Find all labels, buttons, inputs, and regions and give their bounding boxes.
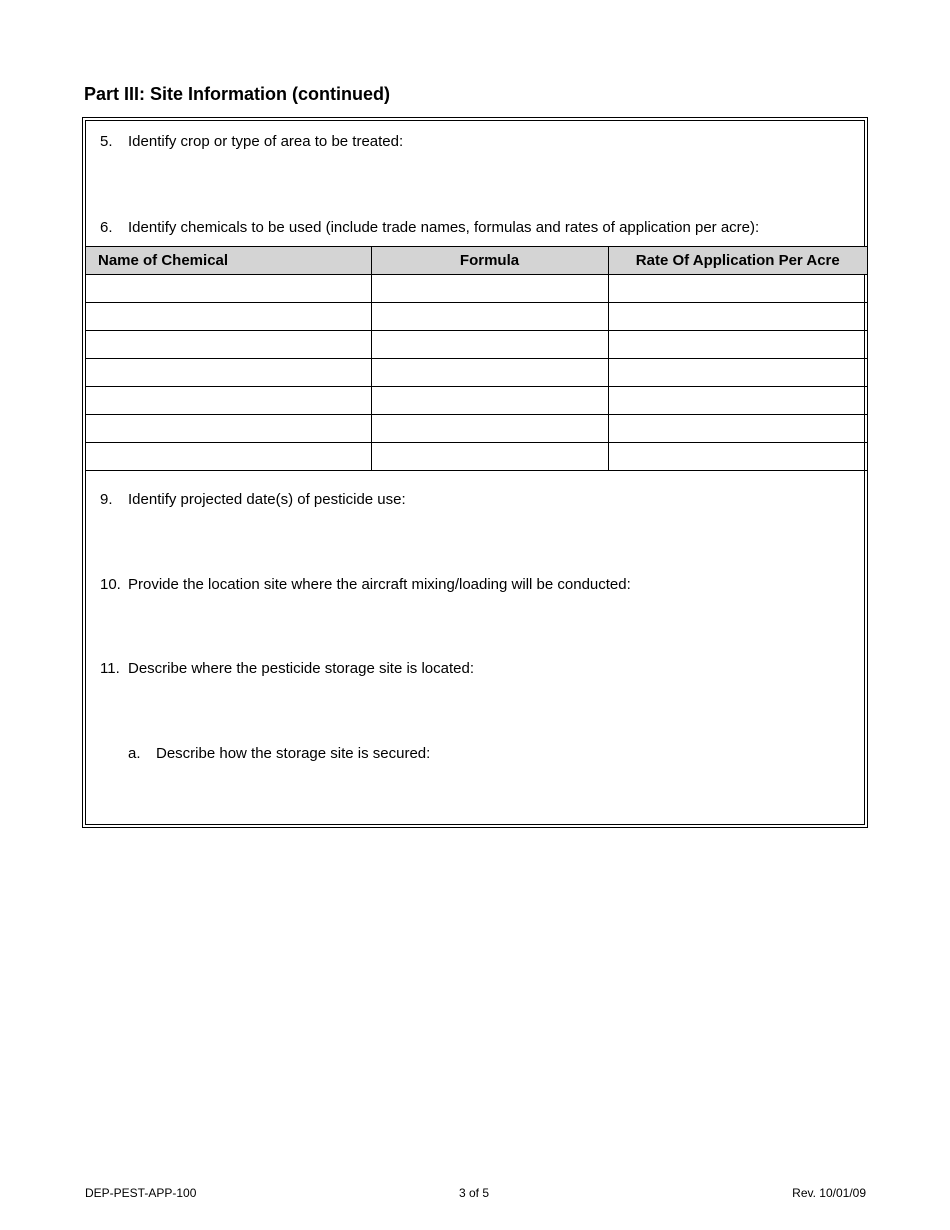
formula-cell[interactable] [371, 275, 608, 303]
footer-page-number: 3 of 5 [459, 1186, 490, 1200]
question-5 [100, 133, 403, 150]
chemical-name-cell[interactable] [86, 387, 371, 415]
rate-cell[interactable] [608, 359, 867, 387]
formula-cell[interactable] [371, 387, 608, 415]
chemical-name-cell[interactable] [86, 443, 371, 471]
question-9-number: 9. [100, 491, 113, 508]
table-row [86, 415, 867, 443]
footer-form-id: DEP-PEST-APP-100 [85, 1186, 197, 1200]
question-9 [100, 491, 406, 508]
question-11-number: 11. [100, 660, 120, 677]
question-10-text: Provide the location site where the aircraft mixing/loading will be conducted: [128, 576, 631, 593]
chemical-name-cell[interactable] [86, 415, 371, 443]
question-10 [100, 576, 631, 593]
table-row [86, 443, 867, 471]
rate-cell[interactable] [608, 443, 867, 471]
formula-cell[interactable] [371, 443, 608, 471]
question-6-number: 6. [100, 219, 113, 236]
form-inner-border [85, 120, 865, 825]
rate-cell[interactable] [608, 275, 867, 303]
question-11-text: Describe where the pesticide storage site is located: [128, 660, 475, 677]
site-information-form [82, 117, 868, 828]
rate-cell[interactable] [608, 387, 867, 415]
rate-cell[interactable] [608, 331, 867, 359]
question-6-text: Identify chemicals to be used (include trade names, formulas and rates of application per acre): [128, 219, 760, 236]
table-row [86, 387, 867, 415]
question-11a-letter: a. [128, 745, 141, 762]
footer-revision: Rev. 10/01/09 [792, 1186, 866, 1200]
chemical-name-cell[interactable] [86, 275, 371, 303]
table-row [86, 331, 867, 359]
question-9-text: Identify projected date(s) of pesticide use: [128, 491, 406, 508]
question-11 [100, 660, 474, 677]
table-row [86, 275, 867, 303]
formula-cell[interactable] [371, 303, 608, 331]
rate-cell[interactable] [608, 303, 867, 331]
formula-cell[interactable] [371, 359, 608, 387]
page-title: Part III: Site Information (continued) [84, 84, 390, 104]
question-10-number: 10. [100, 576, 121, 593]
formula-cell[interactable] [371, 331, 608, 359]
question-11a-text: Describe how the storage site is secured: [156, 745, 431, 762]
table-row [86, 303, 867, 331]
column-header-formula: Formula [371, 247, 608, 275]
chemical-table-header-row [86, 247, 867, 275]
chemical-table [86, 246, 867, 471]
column-header-rate-of-application: Rate Of Application Per Acre [608, 247, 867, 275]
question-5-number: 5. [100, 133, 113, 150]
rate-cell[interactable] [608, 415, 867, 443]
chemical-name-cell[interactable] [86, 359, 371, 387]
column-header-name-of-chemical: Name of Chemical [86, 247, 371, 275]
chemical-name-cell[interactable] [86, 303, 371, 331]
table-row [86, 359, 867, 387]
question-6 [100, 219, 759, 236]
chemical-name-cell[interactable] [86, 331, 371, 359]
formula-cell[interactable] [371, 415, 608, 443]
question-11a [128, 745, 430, 762]
question-5-text: Identify crop or type of area to be treated: [128, 133, 404, 150]
